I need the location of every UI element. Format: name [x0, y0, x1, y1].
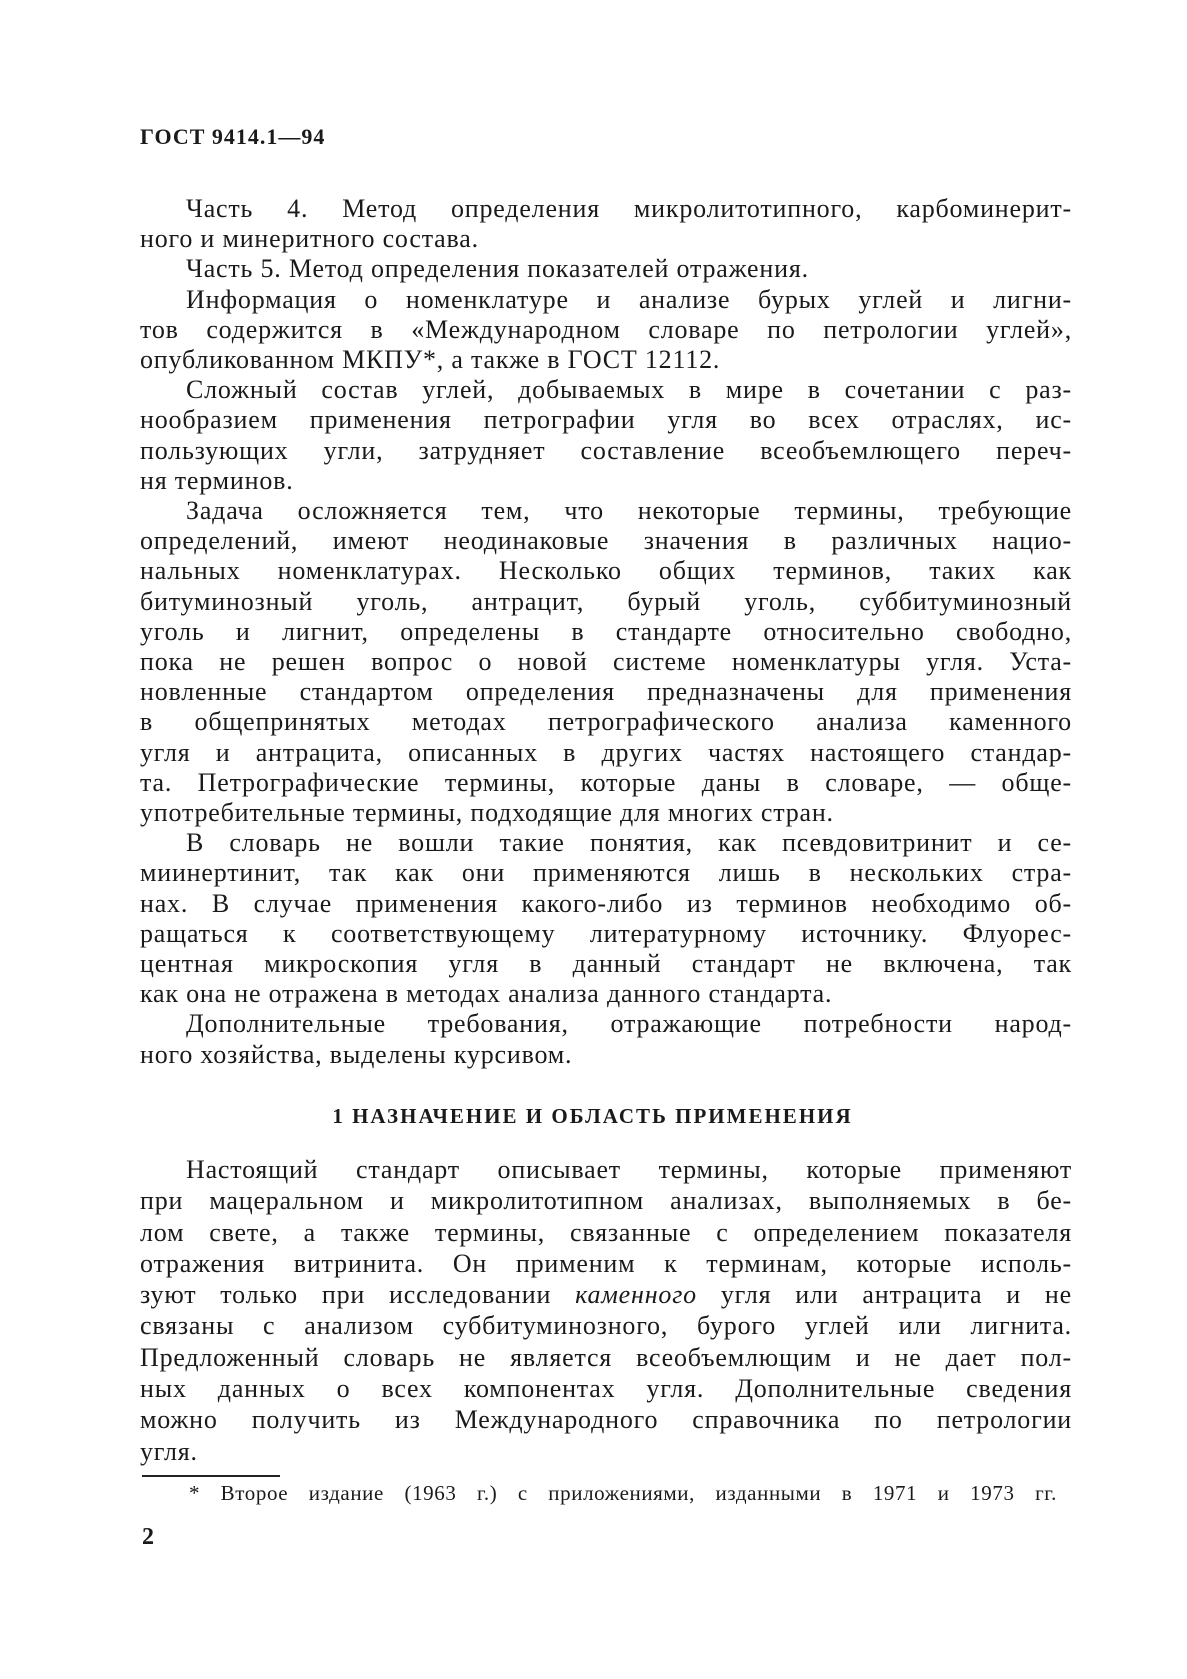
text-line: нах. В случае применения какого-либо из терминов необходимо об-	[140, 888, 1072, 918]
text-line: битуминозный уголь, антрацит, бурый уголь, суббитуминозный	[140, 586, 1072, 616]
text-segment: зуют только при исследовании	[140, 1280, 576, 1310]
footnote-divider	[142, 1475, 280, 1477]
text-line: Задача осложняется тем, что некоторые термины, требующие	[186, 496, 1072, 526]
footnote: * Второе издание (1963 г.) с приложениями, изданными в 1971 и 1973 гг.	[189, 1481, 1057, 1505]
text-line: угля.	[140, 1436, 198, 1466]
section-heading	[0, 1104, 1187, 1129]
document-header: ГОСТ 9414.1—94	[140, 124, 326, 149]
text-line: тов содержится в «Международном словаре по петрологии углей»,	[140, 314, 1072, 344]
text-line: при мацеральном и микролитотипном анализах, выполняемых в бе-	[140, 1186, 1072, 1216]
text-line: Информация о номенклатуре и анализе бурых углей и лигни-	[186, 284, 1072, 314]
text-line: ного и минеритного состава.	[140, 224, 479, 254]
text-line: ного хозяйства, выделены курсивом.	[140, 1039, 573, 1069]
text-line: опубликованном МКПУ*, а также в ГОСТ 12112.	[140, 345, 721, 375]
text-line: миинертинит, так как они применяются лишь в нескольких стра-	[140, 858, 1072, 888]
text-line: Предложенный словарь не является всеобъемлющим и не дает пол-	[140, 1342, 1072, 1372]
italic-term: каменного	[575, 1280, 697, 1310]
text-line: уголь и лигнит, определены в стандарте относительно свободно,	[140, 616, 1072, 646]
text-line: угля и антрацита, описанных в других частях настоящего стандар-	[140, 737, 1072, 767]
text-line: та. Петрографические термины, которые даны в словаре, — обще-	[140, 767, 1072, 797]
text-line: связаны с анализом суббитуминозного, бурого углей или лигнита.	[140, 1311, 1072, 1341]
text-segment: угля или антрацита и не	[696, 1280, 1072, 1310]
page-number: 2	[142, 1524, 154, 1550]
text-line: в общепринятых методах петрографического анализа каменного	[140, 707, 1072, 737]
section-heading-text: 1 НАЗНАЧЕНИЕ И ОБЛАСТЬ ПРИМЕНЕНИЯ	[332, 1104, 853, 1128]
text-line: лом свете, а также термины, связанные с определением показателя	[140, 1217, 1072, 1247]
text-line	[140, 1279, 1072, 1310]
section-text	[140, 1154, 1072, 1467]
text-line: определений, имеют неодинаковые значения в различных нацио-	[140, 526, 1072, 556]
text-line: В словарь не вошли такие понятия, как псевдовитринит и се-	[186, 828, 1072, 858]
text-line: нообразием применения петрографии угля во всех отраслях, ис-	[140, 405, 1072, 435]
intro-text	[140, 194, 1072, 1070]
text-line: центная микроскопия угля в данный стандарт не включена, так	[140, 949, 1072, 979]
text-line: пользующих угли, затрудняет составление всеобъемлющего переч-	[140, 435, 1072, 465]
text-line: Часть 4. Метод определения микролитотипного, карбоминерит-	[186, 194, 1072, 223]
text-line: ня терминов.	[140, 465, 294, 495]
text-line: Дополнительные требования, отражающие потребности народ-	[186, 1009, 1072, 1039]
text-line: можно получить из Международного справочника по петрологии	[140, 1405, 1072, 1435]
text-line: Настоящий стандарт описывает термины, которые применяют	[186, 1155, 1072, 1184]
text-line: пока не решен вопрос о новой системе номенклатуры угля. Уста-	[140, 647, 1072, 677]
text-line: Сложный состав углей, добываемых в мире в сочетании с раз-	[186, 375, 1072, 405]
text-line: нальных номенклатурах. Несколько общих терминов, таких как	[140, 556, 1072, 586]
text-line: новленные стандартом определения предназначены для применения	[140, 677, 1072, 707]
text-line: как она не отражена в методах анализа данного стандарта.	[140, 979, 833, 1009]
text-line: ных данных о всех компонентах угля. Дополнительные сведения	[140, 1374, 1072, 1404]
text-line: ращаться к соответствующему литературному источнику. Флуорес-	[140, 918, 1072, 948]
text-line: употребительные термины, подходящие для многих стран.	[140, 798, 834, 828]
text-line: отражения витринита. Он применим к терминам, которые исполь-	[140, 1248, 1072, 1278]
text-line: Часть 5. Метод определения показателей отражения.	[186, 254, 809, 284]
